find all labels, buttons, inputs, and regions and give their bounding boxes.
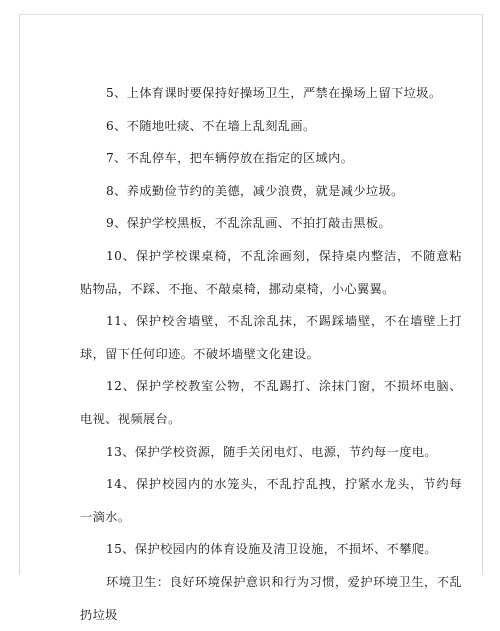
cut-off-paragraph: 环境卫生：良好环境保护意识和行为习惯，爱护环境卫生，不乱扔垃圾 [80,574,462,622]
rule-paragraph-11: 11、保护校舍墙壁，不乱涂乱抹，不踢踩墙壁，不在墙壁上打球，留下任何印迹。不破坏墙壁文化建设。 [80,314,462,361]
rule-paragraph-5: 5、上体育课时要保持好操场卫生，严禁在操场上留下垃圾。 [106,86,442,100]
rule-paragraph-6: 6、不随地吐痰、不在墙上乱刻乱画。 [106,118,316,133]
rule-paragraph-12: 12、保护学校教室公物，不乱踢打、涂抹门窗，不损坏电脑、电视、视频展台。 [80,379,462,426]
rule-paragraph-10: 10、保护学校课桌椅，不乱涂画刻，保持桌内整洁，不随意粘贴物品，不踩、不拖、不敲桌椅，挪动桌椅，小心翼翼。 [80,248,462,296]
rule-paragraph-13: 13、保护学校资源，随手关闭电灯、电源，节约每一度电。 [106,444,437,459]
rule-paragraph-7: 7、不乱停车，把车辆停放在指定的区域内。 [106,151,354,166]
rule-paragraph-8: 8、养成勤俭节约的美德，减少浪费，就是减少垃圾。 [106,183,404,198]
rule-paragraph-9: 9、保护学校黑板，不乱涂乱画、不拍打敲击黑板。 [106,216,392,231]
rules-text-block [80,77,462,631]
rule-paragraph-15: 15、保护校园内的体育设施及清卫设施，不损坏、不攀爬。 [106,542,437,557]
rule-paragraph-14: 14、保护校园内的水笼头，不乱拧乱拽，拧紧水龙头，节约每一滴水。 [80,477,462,524]
document-page [19,14,483,622]
